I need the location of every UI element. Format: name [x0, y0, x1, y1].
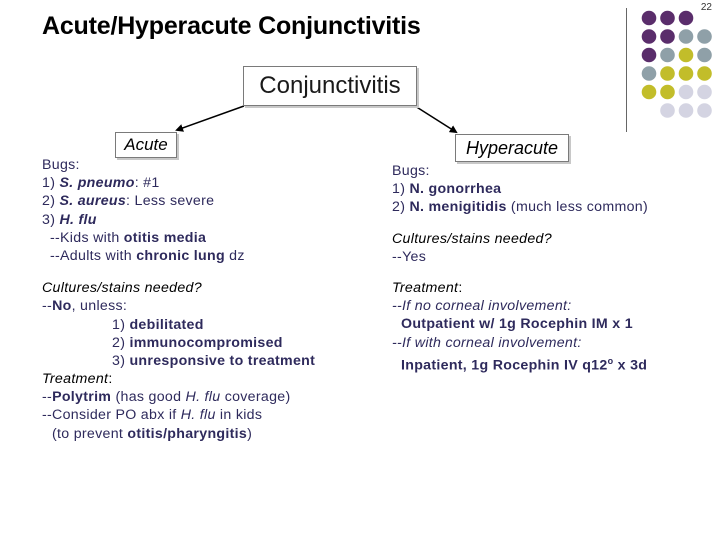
arrow-to-acute: [177, 106, 244, 130]
decorative-dot: [642, 29, 657, 44]
decorative-dot: [642, 85, 657, 100]
decorative-divider: [626, 8, 627, 132]
hyper-bug-1: 1) N. gonorrhea: [392, 181, 502, 198]
acute-bug-1: 1) S. pneumo: #1: [42, 175, 160, 192]
decorative-dot: [660, 66, 675, 81]
hyper-no-corneal: --If no corneal involvement:: [392, 298, 572, 315]
acute-cultures-answer: --No, unless:: [42, 298, 128, 315]
hyper-bug-2: 2) N. menigitidis (much less common): [392, 199, 648, 216]
hyper-treatment-heading: Treatment:: [392, 279, 463, 296]
acute-adults-note: --Adults with chronic lung dz: [50, 247, 245, 264]
hyper-with-corneal: --If with corneal involvement:: [392, 334, 582, 351]
acute-cultures-question: Cultures/stains needed?: [42, 280, 202, 297]
acute-bugs-heading: Bugs:: [42, 157, 80, 173]
decorative-dot: [642, 48, 657, 63]
acute-unless-3: 3) unresponsive to treatment: [112, 352, 316, 369]
hyperacute-box: Hyperacute: [455, 134, 569, 162]
decorative-dot: [679, 103, 694, 118]
decorative-dot: [642, 66, 657, 81]
acute-unless-1: 1) debilitated: [112, 316, 204, 333]
acute-treatment-heading: Treatment:: [42, 371, 113, 388]
decorative-dot: [679, 11, 694, 26]
conjunctivitis-box: Conjunctivitis: [243, 66, 417, 106]
decorative-dot: [679, 66, 694, 81]
hyper-inpatient: Inpatient, 1g Rocephin IV q12$^o$ x 3d: [401, 355, 648, 374]
acute-treatment-polytrim: --Polytrim (has good H. flu coverage): [42, 389, 291, 406]
slide-title: Acute/Hyperacute Conjunctivitis: [42, 12, 421, 40]
decorative-dot: [642, 11, 657, 26]
decorative-dot: [660, 29, 675, 44]
decorative-dot: [679, 85, 694, 100]
decorative-dot: [660, 11, 675, 26]
decorative-dot: [697, 103, 712, 118]
decorative-dot: [697, 85, 712, 100]
acute-treatment-prevent: (to prevent otitis/pharyngitis): [52, 425, 253, 442]
acute-box: Acute: [115, 132, 177, 158]
decorative-dot: [697, 66, 712, 81]
hyper-cultures-answer: --Yes: [392, 248, 427, 265]
hyper-bugs-heading: Bugs:: [392, 163, 430, 179]
decorative-dot: [697, 29, 712, 44]
hyper-cultures-question: Cultures/stains needed?: [392, 230, 552, 247]
decorative-dot: [679, 29, 694, 44]
acute-treatment-po: --Consider PO abx if H. flu in kids: [42, 407, 263, 424]
slide-number: 22: [700, 2, 712, 13]
acute-bug-3: 3) H. flu: [42, 211, 97, 228]
arrow-to-hyperacute: [415, 106, 456, 132]
decorative-dot: [697, 48, 712, 63]
acute-bug-2: 2) S. aureus: Less severe: [42, 193, 215, 210]
hyperacute-details: [392, 162, 648, 374]
decorative-dot: [660, 103, 675, 118]
decorative-dot: [679, 48, 694, 63]
hyper-outpatient: Outpatient w/ 1g Rocephin IM x 1: [401, 316, 633, 333]
decorative-dot-grid: [641, 10, 720, 120]
decorative-dot: [660, 48, 675, 63]
acute-kids-note: --Kids with otitis media: [50, 229, 207, 246]
acute-details: [42, 156, 315, 443]
decorative-dot: [660, 85, 675, 100]
acute-unless-2: 2) immunocompromised: [112, 334, 283, 351]
